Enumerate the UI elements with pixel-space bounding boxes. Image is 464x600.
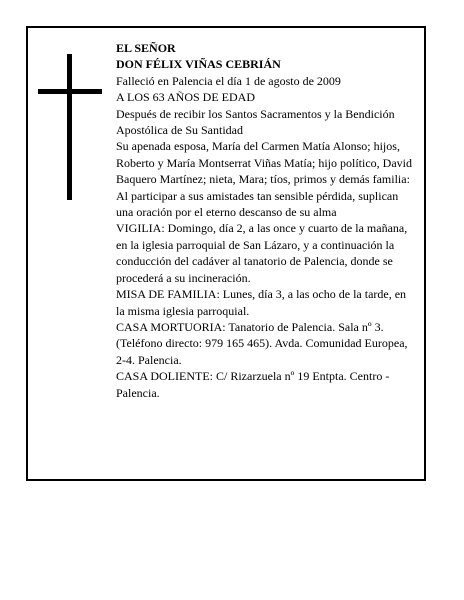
age-line: A LOS 63 AÑOS DE EDAD (116, 90, 256, 105)
latin-cross-icon (38, 54, 102, 200)
title-line-1: EL SEÑOR (116, 41, 176, 55)
sacraments-line: Después de recibir los Santos Sacramentos y la Bendición Apostólica de Su Santidad (116, 106, 395, 138)
funeral-home-info: CASA MORTUORIA: Tanatorio de Palencia. Sala nº 3. (Teléfono directo: 979 165 465). Avda. Comunidad Europea, 2-4. Palencia. (116, 319, 408, 367)
deceased-name: DON FÉLIX VIÑAS CEBRIÁN (116, 57, 281, 72)
family-mass-info: MISA DE FAMILIA: Lunes, día 3, a las ocho de la tarde, en la misma iglesia parroquial. (116, 287, 407, 318)
cross-vertical-bar (67, 54, 72, 200)
family-list: Su apenada esposa, María del Carmen Matía Alonso; hijos, Roberto y María Montserrat Viñas Matía; hijo político, David Baquero Martínez; nieta, Mara; tíos, primos y demás familia: (116, 139, 413, 187)
vigil-info: VIGILIA: Domingo, día 2, a las once y cuarto de la mañana, en la iglesia parroquial de San Lázaro, y a continuación la conducción del cadáver al tanatorio de Palencia, donde se procederá a su incineración. (116, 221, 408, 285)
mourning-house-info: CASA DOLIENTE: C/ Rizarzuela nº 19 Entpta. Centro - Palencia. (116, 369, 390, 400)
prayer-request: Al participar a sus amistades tan sensible pérdida, suplican una oración por el eterno descanso de su alma (116, 188, 399, 220)
obituary-text (116, 40, 416, 401)
obituary-notice (26, 26, 426, 481)
cross-horizontal-bar (38, 89, 102, 94)
death-date: Falleció en Palencia el día 1 de agosto de 2009 (116, 73, 341, 88)
